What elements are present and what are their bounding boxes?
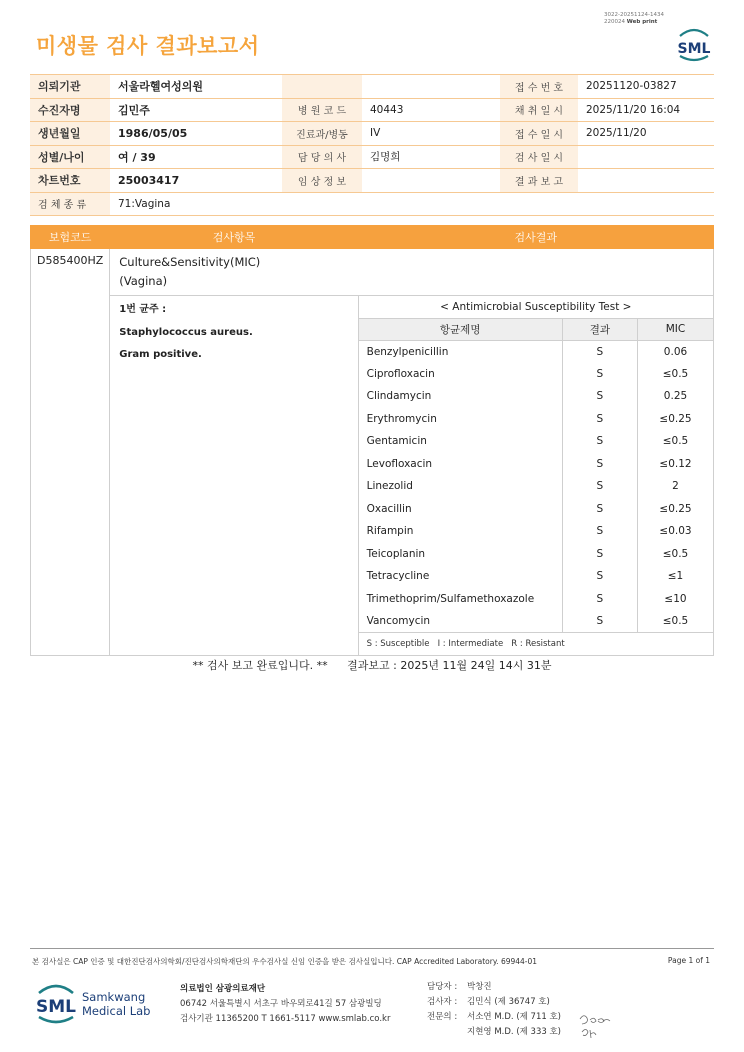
info-value: IV (362, 122, 500, 146)
ast-mic: 0.25 (637, 385, 713, 408)
info-label: 결 과 보 고 (500, 169, 578, 193)
info-label: 검 사 일 시 (500, 145, 578, 169)
info-value: 2025/11/20 16:04 (578, 98, 714, 122)
report-time: 결과보고 : 2025년 11월 24일 14시 31분 (347, 659, 552, 672)
ast-result: S (562, 385, 637, 408)
organization-info (180, 982, 390, 1027)
info-value: 40443 (362, 98, 500, 122)
ast-row (359, 453, 713, 476)
ast-drug-name: Trimethoprim/Sulfamethoxazole (366, 592, 535, 605)
ast-legend-row (359, 633, 713, 655)
ast-table (359, 296, 713, 655)
info-row (30, 169, 714, 193)
staff-role: 담당자 : (427, 982, 458, 992)
ast-drug-name: Ciprofloxacin (366, 367, 435, 380)
ast-row (359, 610, 713, 633)
info-value: 1986/05/05 (110, 122, 282, 146)
staff-row (427, 980, 561, 995)
info-label: 의뢰기관 (30, 75, 110, 99)
ast-result: S (562, 588, 637, 611)
ast-mic: ≤0.5 (637, 543, 713, 566)
footer-logo-line1: Samkwang (82, 990, 146, 1004)
org-contact: 검사기관 11365200 T 1661-5117 www.smlab.co.kr (180, 1014, 391, 1024)
ast-header-mic: MIC (637, 318, 713, 340)
specimen-row (30, 192, 714, 216)
report-code (604, 12, 664, 26)
info-label: 수진자명 (30, 98, 110, 122)
sml-logo-text: SML (677, 41, 711, 57)
info-value: 김명희 (362, 145, 500, 169)
info-label (282, 75, 362, 99)
insurance-code: D585400HZ (31, 249, 110, 656)
organism-label: 1번 균주 : (119, 304, 167, 315)
info-value: 여 / 39 (110, 145, 282, 169)
samkwang-logo (36, 980, 154, 1028)
ast-result: S (562, 430, 637, 453)
footer-divider (30, 948, 714, 949)
info-label: 채 취 일 시 (500, 98, 578, 122)
info-value: 2025/11/20 (578, 122, 714, 146)
header-test-result: 검사결과 (358, 226, 713, 249)
staff-name: 지현영 M.D. (제 333 호) (467, 1027, 562, 1037)
info-value (578, 169, 714, 193)
staff-row (427, 1025, 561, 1040)
accreditation-note: 본 검사실은 CAP 인증 및 대한진단검사의학회/진단검사의학재단의 우수검사실 신임 인증을 받은 검사실입니다. CAP Accredited Laboratory. 69944-01 (32, 957, 538, 966)
staff-name: 서소연 M.D. (제 711 호) (467, 1012, 562, 1022)
patient-info-table (30, 74, 714, 216)
info-row (30, 122, 714, 146)
ast-drug-name: Oxacillin (366, 502, 412, 515)
ast-drug-name: Levofloxacin (366, 457, 433, 470)
footer-logo-mark: SML (36, 997, 76, 1017)
report-completion (0, 657, 744, 673)
staff-role: 검사자 : (427, 997, 458, 1007)
info-row (30, 75, 714, 99)
ast-row (359, 498, 713, 521)
ast-result: S (562, 520, 637, 543)
info-row (30, 98, 714, 122)
report-code-line2: 220024 Web print (604, 19, 658, 25)
ast-title: < Antimicrobial Susceptibility Test > (359, 296, 713, 318)
ast-row (359, 408, 713, 431)
ast-result: S (562, 610, 637, 633)
ast-row (359, 475, 713, 498)
organism-info (110, 296, 358, 656)
info-label: 접 수 일 시 (500, 122, 578, 146)
ast-drug-name: Teicoplanin (366, 547, 426, 560)
test-item-line2: (Vagina) (119, 274, 168, 288)
ast-mic: 0.06 (637, 340, 713, 363)
test-item-line1: Culture&Sensitivity(MIC) (119, 255, 261, 269)
info-value (362, 75, 500, 99)
ast-legend: S : Susceptible I : Intermediate R : Resistant (359, 633, 713, 655)
ast-mic: ≤0.25 (637, 408, 713, 431)
ast-row (359, 543, 713, 566)
staff-name: 박창진 (467, 982, 492, 992)
ast-drug-name: Benzylpenicillin (366, 345, 449, 358)
info-label: 임 상 정 보 (282, 169, 362, 193)
page-title: 미생물 검사 결과보고서 (36, 34, 260, 58)
info-value: 서울라헬여성의원 (110, 75, 282, 99)
organism-name: Staphylococcus aureus. (119, 326, 253, 338)
ast-drug-name: Linezolid (366, 480, 413, 493)
ast-drug-name: Vancomycin (366, 615, 431, 627)
ast-row (359, 520, 713, 543)
page-number: Page 1 of 1 (667, 956, 710, 965)
ast-header-row (359, 318, 713, 340)
info-label: 병 원 코 드 (282, 98, 362, 122)
ast-drug-name: Erythromycin (366, 412, 437, 425)
ast-header-result: 결과 (562, 318, 637, 340)
header-test-item: 검사항목 (110, 226, 358, 249)
organism-row (31, 296, 714, 656)
header-insurance-code: 보험코드 (31, 226, 110, 249)
info-value (362, 169, 500, 193)
info-label: 접 수 번 호 (500, 75, 578, 99)
ast-mic: ≤10 (637, 588, 713, 611)
ast-mic: ≤1 (637, 565, 713, 588)
staff-name: 김민식 (제 36747 호) (467, 997, 550, 1007)
staff-role (427, 1025, 467, 1040)
ast-title-row (359, 296, 713, 318)
ast-drug-name: Clindamycin (366, 390, 432, 403)
info-label: 성별/나이 (30, 145, 110, 169)
doctor-signature (576, 1010, 612, 1042)
ast-mic: 2 (637, 475, 713, 498)
ast-row (359, 588, 713, 611)
test-item-name (110, 249, 714, 296)
info-label: 담 당 의 사 (282, 145, 362, 169)
staff-info (427, 980, 561, 1040)
staff-role: 전문의 : (427, 1012, 458, 1022)
info-value: 김민주 (110, 98, 282, 122)
footer-logo-line2: Medical Lab (82, 1004, 151, 1018)
ast-row (359, 430, 713, 453)
info-label: 생년월일 (30, 122, 110, 146)
ast-result: S (562, 363, 637, 386)
sml-logo-small (674, 26, 714, 62)
specimen-value: 71:Vagina (110, 192, 714, 216)
ast-mic: ≤0.5 (637, 430, 713, 453)
ast-result: S (562, 475, 637, 498)
result-header-row (31, 226, 714, 249)
staff-row (427, 995, 561, 1010)
info-row (30, 145, 714, 169)
result-table (30, 225, 714, 656)
ast-drug-name: Tetracycline (366, 570, 430, 583)
info-label: 진료과/병동 (282, 122, 362, 146)
ast-result: S (562, 408, 637, 431)
ast-drug-name: Rifampin (366, 525, 414, 538)
ast-row (359, 363, 713, 386)
ast-row (359, 340, 713, 363)
ast-mic: ≤0.25 (637, 498, 713, 521)
ast-row (359, 565, 713, 588)
org-address: 06742 서울특별시 서초구 바우뫼로41길 57 삼광빌딩 (180, 999, 382, 1009)
organism-gram: Gram positive. (119, 349, 202, 360)
org-name: 의료법인 삼광의료재단 (180, 984, 266, 994)
specimen-label: 검 체 종 류 (30, 192, 110, 216)
ast-result: S (562, 565, 637, 588)
ast-result: S (562, 340, 637, 363)
ast-mic: ≤0.03 (637, 520, 713, 543)
ast-mic: ≤0.12 (637, 453, 713, 476)
ast-row (359, 385, 713, 408)
report-code-line1: 3022-20251124-1434 (604, 12, 664, 18)
staff-row (427, 1010, 561, 1025)
test-item-row (31, 249, 714, 296)
info-value: 20251120-03827 (578, 75, 714, 99)
info-value: 25003417 (110, 169, 282, 193)
completion-message: ** 검사 보고 완료입니다. ** (192, 659, 328, 672)
ast-mic: ≤0.5 (637, 363, 713, 386)
info-value (578, 145, 714, 169)
ast-result: S (562, 498, 637, 521)
ast-header-drug: 항균제명 (359, 318, 563, 340)
ast-result: S (562, 543, 637, 566)
info-label: 차트번호 (30, 169, 110, 193)
ast-result: S (562, 453, 637, 476)
ast-drug-name: Gentamicin (366, 435, 427, 448)
ast-panel (358, 296, 713, 656)
ast-mic: ≤0.5 (637, 610, 713, 633)
